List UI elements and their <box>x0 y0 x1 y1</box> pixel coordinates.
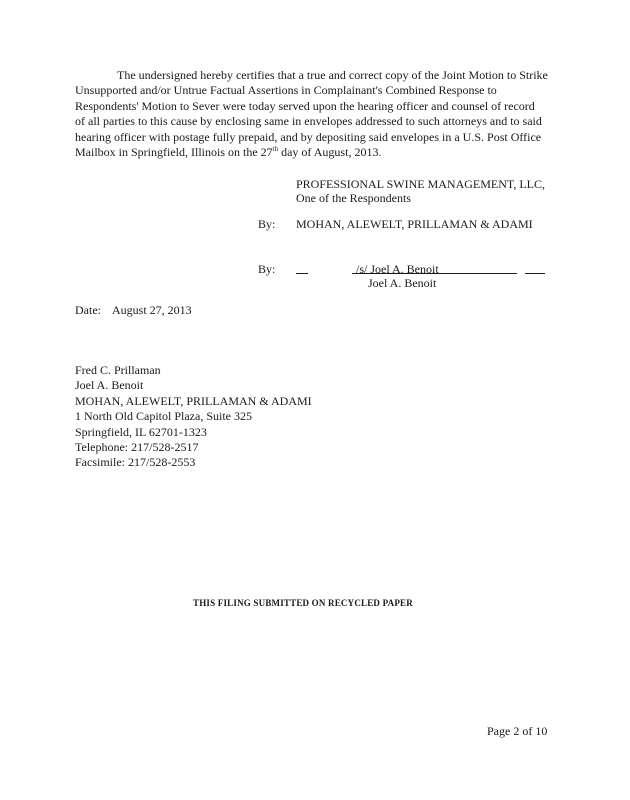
party-role: One of the Respondents <box>296 191 411 205</box>
certificate-line-last <box>75 145 575 160</box>
certificate-paragraph <box>75 68 575 160</box>
certificate-line: hearing officer with postage fully prepaid, and by depositing said envelopes in a U.S. Post Office <box>75 129 542 144</box>
signer-name: Joel A. Benoit <box>368 276 437 290</box>
signature-line-left <box>296 261 308 274</box>
signature-line-right <box>525 261 545 274</box>
certificate-line: of all parties to this cause by enclosing same in envelopes addressed to such attorneys and to said <box>75 114 542 129</box>
firm-name: MOHAN, ALEWELT, PRILLAMAN & ADAMI <box>296 217 533 231</box>
date-label: Date: <box>75 303 101 317</box>
recycled-paper-note: THIS FILING SUBMITTED ON RECYCLED PAPER <box>193 598 413 608</box>
certificate-line: The undersigned hereby certifies that a true and correct copy of the Joint Motion to Strike <box>117 68 548 82</box>
party-name: PROFESSIONAL SWINE MANAGEMENT, LLC, <box>296 177 545 191</box>
by-label: By: <box>258 262 276 276</box>
certificate-line-tail: day of August, 2013. <box>278 144 382 159</box>
counsel-address: 1 North Old Capitol Plaza, Suite 325 <box>75 409 252 424</box>
page-number: Page 2 of 10 <box>487 724 548 738</box>
counsel-contact-block <box>75 363 312 471</box>
counsel-facsimile: Facsimile: 217/528-2553 <box>75 455 196 470</box>
counsel-name: Fred C. Prillaman <box>75 363 161 377</box>
certificate-line-text: Mailbox in Springfield, Illinois on the 27 <box>75 144 273 159</box>
counsel-firm: MOHAN, ALEWELT, PRILLAMAN & ADAMI <box>75 393 312 408</box>
certificate-line: Respondents' Motion to Sever were today served upon the hearing officer and counsel of record <box>75 98 535 113</box>
certificate-line: Unsupported and/or Untrue Factual Assertions in Complainant's Combined Response to <box>75 83 497 98</box>
by-label: By: <box>258 217 276 231</box>
counsel-name: Joel A. Benoit <box>75 378 144 393</box>
date-ordinal-suffix: th <box>272 144 279 153</box>
counsel-city: Springfield, IL 62701-1323 <box>75 424 207 439</box>
e-signature: /s/ Joel A. Benoit <box>356 262 439 276</box>
counsel-telephone: Telephone: 217/528-2517 <box>75 440 199 455</box>
date-value: August 27, 2013 <box>112 303 192 317</box>
